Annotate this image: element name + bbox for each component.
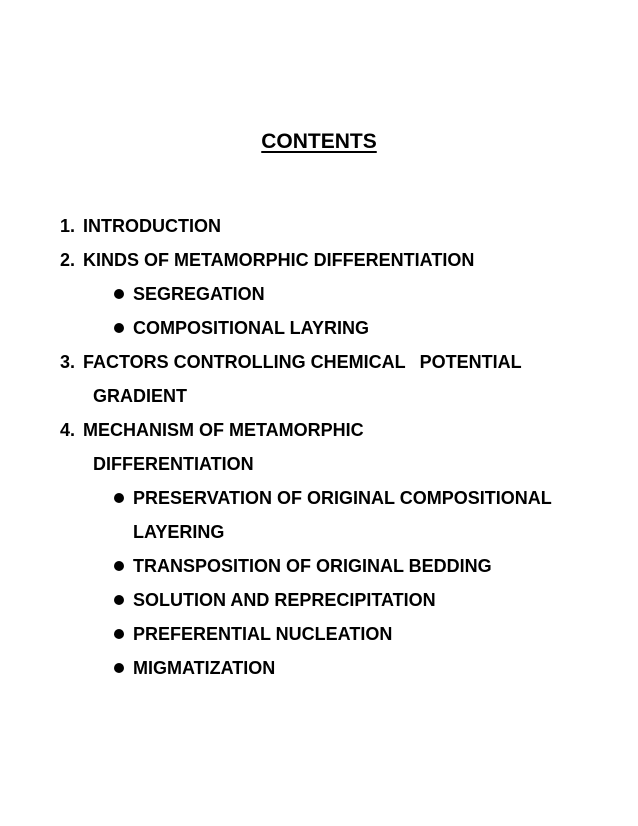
bullet-icon: [114, 289, 124, 299]
toc-subitem-text: PREFERENTIAL NUCLEATION: [133, 624, 393, 644]
toc-item-text: INTRODUCTION: [83, 216, 221, 236]
toc-item-text-part-a: FACTORS CONTROLLING CHEMICAL: [83, 352, 406, 372]
toc-item-kinds: [60, 243, 600, 277]
toc-item-number: 2.: [60, 250, 76, 270]
bullet-icon: [114, 493, 124, 503]
toc-subitem-text: PRESERVATION OF ORIGINAL COMPOSITIONAL: [133, 488, 552, 508]
title-text: CONTENTS: [261, 130, 377, 153]
toc-subitem-transposition: [60, 549, 600, 583]
toc-item-text: KINDS OF METAMORPHIC DIFFERENTIATION: [83, 250, 475, 270]
bullet-icon: [114, 323, 124, 333]
toc-subitem-solution: [60, 583, 600, 617]
toc-item-factors-continued: [60, 379, 600, 413]
toc-item-introduction: [60, 209, 600, 243]
toc-item-mechanism-continued: [60, 447, 600, 481]
toc-subitem-nucleation: [60, 617, 600, 651]
toc-subitem-text-continued: LAYERING: [133, 522, 225, 542]
page-title: [0, 125, 638, 159]
toc-item-number: 4.: [60, 420, 76, 440]
toc-subitem-compositional-layring: [60, 311, 600, 345]
toc-subitem-text: MIGMATIZATION: [133, 658, 276, 678]
bullet-icon: [114, 561, 124, 571]
toc-subitem-text: SOLUTION AND REPRECIPITATION: [133, 590, 436, 610]
toc-subitem-text: SEGREGATION: [133, 284, 265, 304]
toc-item-number: 3.: [60, 352, 76, 372]
toc-subitem-text: COMPOSITIONAL LAYRING: [133, 318, 370, 338]
toc-item-text-continued: DIFFERENTIATION: [93, 454, 254, 474]
bullet-icon: [114, 629, 124, 639]
toc-item-text-part-b: POTENTIAL: [419, 352, 522, 372]
toc-item-factors: [60, 345, 600, 379]
toc-item-number: 1.: [60, 216, 76, 236]
toc-item-mechanism: [60, 413, 600, 447]
toc-subitem-text: TRANSPOSITION OF ORIGINAL BEDDING: [133, 556, 492, 576]
toc-subitem-preservation: [60, 481, 600, 515]
bullet-icon: [114, 595, 124, 605]
toc-item-text: [83, 345, 522, 379]
table-of-contents: [60, 209, 600, 685]
toc-item-text-continued: GRADIENT: [93, 386, 187, 406]
toc-item-text: MECHANISM OF METAMORPHIC: [83, 420, 364, 440]
toc-subitem-migmatization: [60, 651, 600, 685]
bullet-icon: [114, 663, 124, 673]
toc-subitem-segregation: [60, 277, 600, 311]
toc-subitem-preservation-continued: [60, 515, 600, 549]
